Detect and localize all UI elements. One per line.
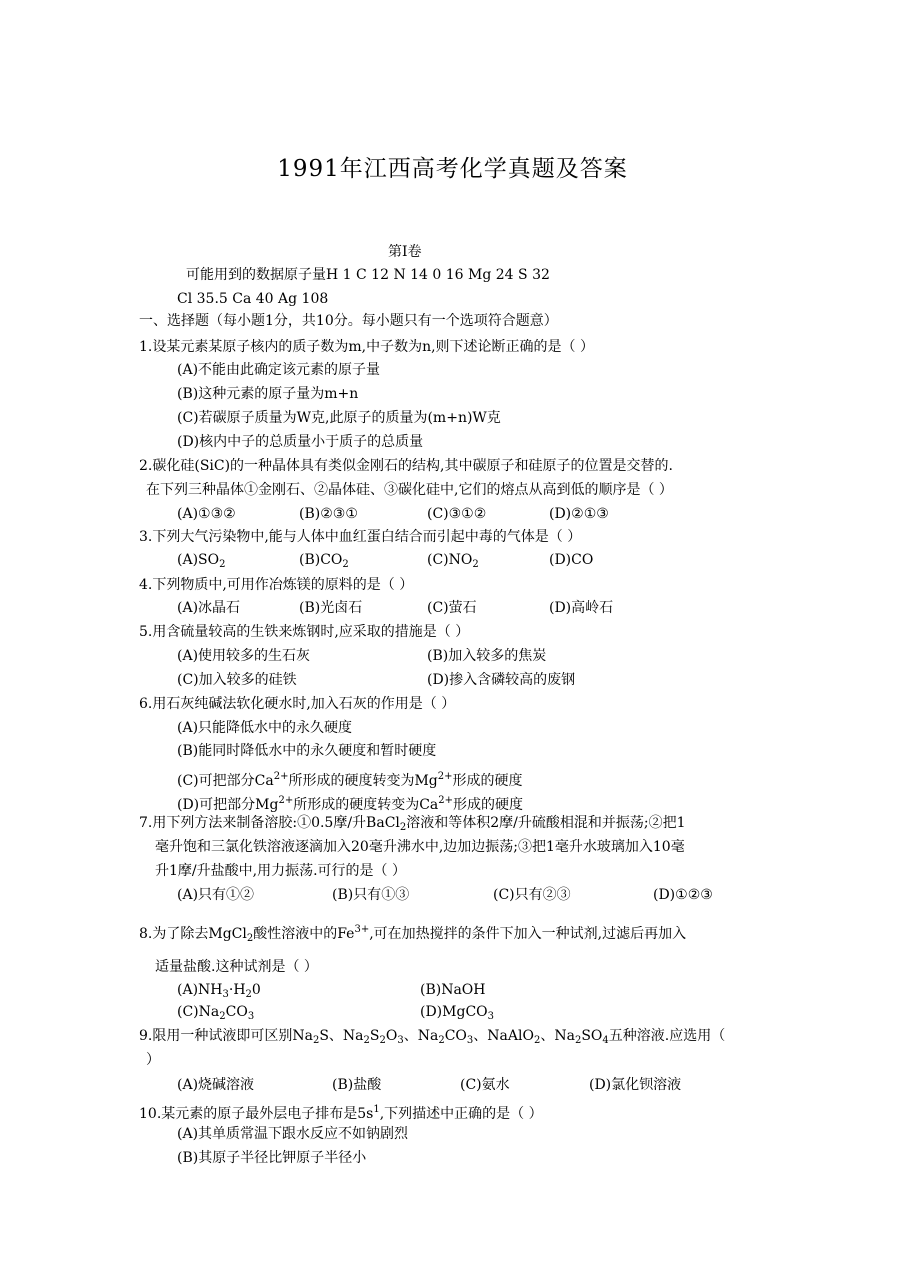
question-7-option-b: (B)只有①③: [332, 887, 410, 903]
q9-s7: 2: [533, 1035, 541, 1046]
question-7-option-c: (C)只有②③: [493, 887, 571, 903]
question-6-option-b: (B)能同时降低水中的永久硬度和暂时硬度: [177, 743, 437, 759]
q9-s5: 2: [438, 1035, 445, 1046]
question-8-stem-line-2: 适量盐酸.这种试剂是（ ）: [155, 959, 318, 975]
q9-s1: 2: [312, 1035, 320, 1046]
question-4-option-c: (C)萤石: [427, 600, 477, 616]
question-10-option-b: (B)其原子半径比钾原子半径小: [177, 1150, 367, 1166]
question-5-option-c: (C)加入较多的硅铁: [177, 672, 297, 688]
question-2-stem-line-1: 2.碳化硅(SiC)的一种晶体具有类似金刚石的结构,其中碳原子和硅原子的位置是交替的.: [139, 458, 673, 474]
q3-b-text: (B)CO: [299, 552, 343, 568]
q9-s9: 4: [602, 1035, 609, 1046]
q8-stem-sup: 3+: [354, 924, 370, 935]
question-6-stem: 6.用石灰纯碱法软化硬水时,加入石灰的作用是（ ）: [139, 696, 456, 712]
question-7-stem-line-3: 升1摩/升盐酸中,用力振荡.可行的是（ ）: [155, 863, 406, 879]
q6-d-sup2: 2+: [438, 795, 454, 806]
q9-t1: 9.限用一种试液即可区别Na: [139, 1028, 313, 1044]
question-1-stem: 1.设某元素某原子核内的质子数为m,中子数为n,则下述论断正确的是（ ）: [139, 339, 594, 355]
q9-s6: 3: [466, 1035, 474, 1046]
question-3-option-b: [299, 550, 349, 575]
q9-t3: S: [369, 1028, 380, 1044]
atomic-weights-line-1: 可能用到的数据原子量H 1 C 12 N 14 0 16 Mg 24 S 32: [186, 267, 550, 283]
q8-c-sub: 2: [219, 1011, 226, 1022]
question-8-option-c: [177, 1002, 254, 1027]
question-4-option-a: (A)冰晶石: [177, 600, 241, 616]
q6-c-sup2: 2+: [437, 771, 453, 782]
q9-t8: 、Na: [540, 1028, 575, 1044]
q8-a-mid: ·H: [228, 982, 246, 998]
question-8-option-d: [420, 1002, 494, 1027]
q8-c-sub2: 3: [247, 1011, 255, 1022]
q8-stem-pre: 8.为了除去MgCl: [139, 926, 247, 942]
question-10-stem: [139, 1100, 543, 1124]
question-3-stem: 3.下列大气污染物中,能与人体中血红蛋白结合而引起中毒的气体是（ ）: [139, 529, 582, 545]
q8-c-pre: (C)Na: [177, 1004, 220, 1020]
q9-t5: 、Na: [403, 1028, 439, 1044]
q3-c-text: (C)NO: [427, 552, 473, 568]
question-2-option-a: (A)①③②: [177, 506, 236, 522]
question-4-option-b: (B)光卤石: [299, 600, 363, 616]
atomic-weights-line-2: Cl 35.5 Ca 40 Ag 108: [177, 291, 329, 307]
q9-t6: CO: [444, 1028, 467, 1044]
question-6-option-d: [177, 791, 523, 815]
q9-s4: 3: [397, 1035, 404, 1046]
q8-c-mid: CO: [225, 1004, 248, 1020]
q6-c-mid: 所形成的硬度转变为Mg: [288, 773, 438, 789]
question-9-stem-line-2: ）: [146, 1052, 160, 1068]
question-2-stem-line-2: 在下列三种晶体①金刚石、②晶体硅、③碳化硅中,它们的熔点从高到低的顺序是（ ）: [146, 482, 673, 498]
question-7-stem-line-1: [139, 813, 686, 838]
q3-a-sub: 2: [219, 559, 226, 570]
q6-d-pre: (D)可把部分Mg: [177, 797, 279, 813]
question-5-option-a: (A)使用较多的生石灰: [177, 648, 311, 664]
question-1-option-a: (A)不能由此确定该元素的原子量: [177, 362, 381, 378]
question-10-option-a: (A)其单质常温下跟水反应不如钠剧烈: [177, 1126, 409, 1142]
q8-a-sub: 3: [222, 989, 229, 1000]
q8-stem-sub: 2: [246, 933, 254, 944]
question-8-stem-line-1: [139, 920, 686, 949]
question-7-option-a: (A)只有①②: [177, 887, 255, 903]
question-5-stem: 5.用含硫量较高的生铁来炼钢时,应采取的措施是（ ）: [139, 624, 470, 640]
q9-t10: 五种溶液.应选用（: [608, 1028, 726, 1044]
question-1-option-b: (B)这种元素的原子量为m+n: [177, 386, 359, 402]
q3-c-sub: 2: [472, 559, 479, 570]
question-3-option-d: (D)CO: [549, 552, 594, 568]
q9-t2: S、Na: [319, 1028, 364, 1044]
q9-s3: 2: [379, 1035, 386, 1046]
q6-c-sup: 2+: [273, 771, 289, 782]
q9-s8: 2: [574, 1035, 582, 1046]
question-9-option-b: (B)盐酸: [332, 1077, 382, 1093]
q10-stem-post: ,下列描述中正确的是（ ）: [379, 1106, 543, 1122]
question-2-option-c: (C)③①②: [427, 506, 487, 522]
question-7-stem-line-2: 毫升饱和三氯化铁溶液逐滴加入20毫升沸水中,边加边振荡;③把1毫升水玻璃加入10毫: [155, 839, 685, 855]
question-1-option-c: (C)若碳原子质量为W克,此原子的质量为(m+n)W克: [177, 410, 501, 426]
question-3-option-c: [427, 550, 479, 575]
q8-a-sub2: 2: [245, 989, 252, 1000]
q8-stem-post: ,可在加热搅拌的条件下加入一种试剂,过滤后再加入: [369, 926, 687, 942]
question-9-stem-line-1: [139, 1026, 725, 1051]
q9-t7: 、NaAlO: [473, 1028, 534, 1044]
q8-d-sub: 3: [487, 1011, 495, 1022]
question-4-stem: 4.下列物质中,可用作冶炼镁的原料的是（ ）: [139, 577, 414, 593]
question-2-option-d: (D)②①③: [549, 506, 609, 522]
q6-d-mid: 所形成的硬度转变为Ca: [293, 797, 439, 813]
part1-heading: 一、选择题（每小题1分，共10分。每小题只有一个选项符合题意）: [139, 313, 558, 329]
q8-d-pre: (D)MgCO: [420, 1004, 488, 1020]
question-4-option-d: (D)高岭石: [549, 600, 614, 616]
document-title: 1991年江西高考化学真题及答案: [277, 156, 628, 182]
q8-stem-mid: 酸性溶液中的Fe: [253, 926, 355, 942]
question-1-option-d: (D)核内中子的总质量小于质子的总质量: [177, 434, 424, 450]
q9-t9: SO: [581, 1028, 603, 1044]
q6-c-post: 形成的硬度: [452, 773, 523, 789]
question-5-option-b: (B)加入较多的焦炭: [427, 648, 547, 664]
question-9-option-d: (D)氯化钡溶液: [589, 1077, 682, 1093]
question-2-option-b: (B)②③①: [299, 506, 358, 522]
q7-stem-sub: 2: [399, 822, 407, 833]
q8-a-post: 0: [251, 982, 261, 998]
question-8-option-b: (B)NaOH: [420, 982, 486, 998]
question-6-option-a: (A)只能降低水中的永久硬度: [177, 720, 353, 736]
q6-d-post: 形成的硬度: [453, 797, 524, 813]
question-9-option-c: (C)氨水: [460, 1077, 510, 1093]
q3-a-text: (A)SO: [177, 552, 220, 568]
question-5-option-d: (D)掺入含磷较高的废钢: [427, 672, 576, 688]
q3-b-sub: 2: [342, 559, 349, 570]
q10-stem-pre: 10.某元素的原子最外层电子排布是5s: [139, 1106, 374, 1122]
q6-c-pre: (C)可把部分Ca: [177, 773, 274, 789]
question-6-option-c: [177, 767, 523, 791]
q9-t4: O: [385, 1028, 398, 1044]
question-9-option-a: (A)烧碱溶液: [177, 1077, 255, 1093]
q10-stem-sup: 1: [373, 1104, 380, 1115]
question-7-option-d: (D)①②③: [653, 887, 713, 903]
q7-stem-post: 溶液和等体积2摩/升硫酸相混和并振荡;②把1: [406, 815, 686, 831]
question-3-option-a: [177, 550, 225, 575]
q8-a-pre: (A)NH: [177, 982, 223, 998]
q9-s2: 2: [363, 1035, 370, 1046]
section-label: 第Ⅰ卷: [388, 244, 422, 260]
q6-d-sup: 2+: [278, 795, 294, 806]
q7-stem-pre: 7.用下列方法来制备溶胶:①0.5摩/升BaCl: [139, 815, 400, 831]
